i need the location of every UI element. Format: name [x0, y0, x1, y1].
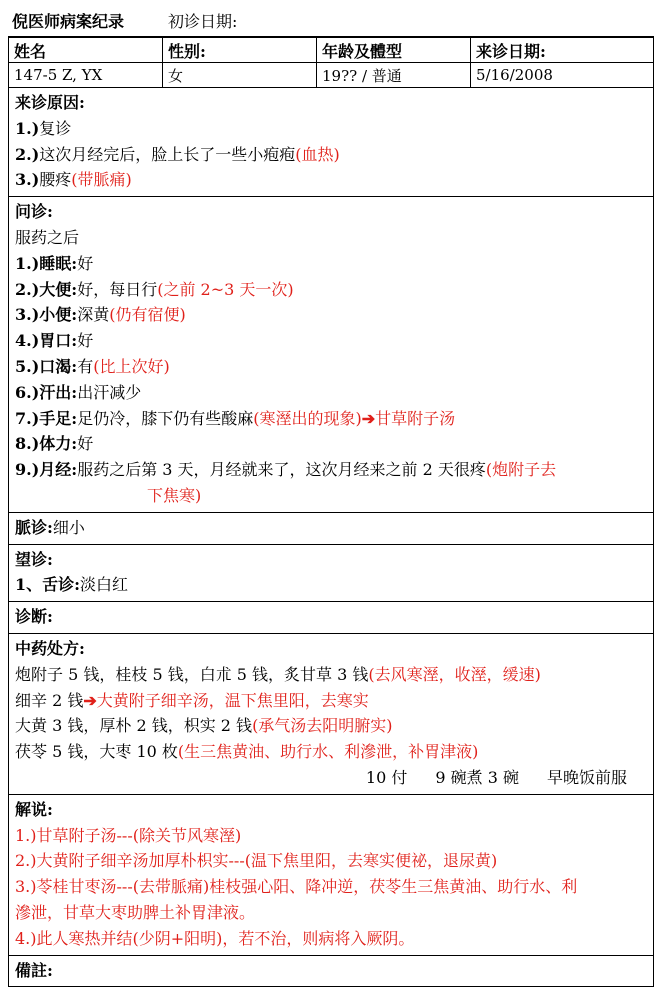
reason-num: 1.)	[15, 119, 39, 138]
inquiry-intro: 服药之后	[15, 225, 647, 251]
inquiry-label: 4.)胃口:	[15, 331, 77, 350]
prescription-note: (生三焦黄油、助行水、利滲泄，补胃津液)	[178, 742, 479, 761]
dosage-decoction: 9 碗煮 3 碗	[435, 768, 519, 787]
inquiry-note: (炮附子去	[486, 460, 556, 479]
reason-num: 2.)	[15, 145, 39, 164]
inquiry-note: (比上次好)	[93, 357, 170, 376]
inquiry-text: 好	[77, 254, 93, 273]
inquiry-text: 有	[77, 357, 93, 376]
explanation-item: 4.)此人寒热并结(少阴+阳明)，若不治，则病将入厥阴。	[15, 926, 647, 952]
prescription-text: 大黄 3 钱，厚朴 2 钱，枳实 2 钱	[15, 716, 252, 735]
inquiry-text: 好，每日行	[77, 280, 157, 299]
observe-section	[8, 545, 654, 603]
inquiry-item-thirst	[15, 354, 647, 380]
inquiry-item-energy	[15, 431, 647, 457]
inquiry-item-stool	[15, 277, 647, 303]
tongue-line	[15, 572, 647, 598]
observe-heading: 望诊:	[15, 547, 647, 573]
dosage-timing: 早晚饭前服	[547, 768, 627, 787]
patient-info-table	[8, 37, 654, 88]
inquiry-note: (仍有宿便)	[109, 305, 186, 324]
prescription-heading: 中药处方:	[15, 636, 647, 662]
reason-note: (带脈痛)	[71, 170, 132, 189]
reason-item	[15, 142, 647, 168]
reason-text: 腰疼	[39, 170, 71, 189]
dosage-line	[15, 765, 647, 791]
explanation-section	[8, 795, 654, 956]
diagnosis-section	[8, 602, 654, 634]
explanation-heading: 解说:	[15, 797, 647, 823]
gender-value: 女	[163, 63, 317, 88]
record-header	[8, 8, 654, 37]
right-arrow-icon: ➔	[83, 691, 96, 710]
reason-heading: 来诊原因:	[15, 90, 647, 116]
reason-note: (血热)	[295, 145, 340, 164]
prescription-line	[15, 739, 647, 765]
inquiry-item-sleep	[15, 251, 647, 277]
prescription-line	[15, 713, 647, 739]
prescription-section	[8, 634, 654, 795]
diagnosis-label: 诊断:	[15, 604, 647, 630]
prescription-line	[15, 688, 647, 714]
inquiry-text: 服药之后第 3 天，月经就来了，这次月经来之前 2 天很疼	[77, 460, 486, 479]
inquiry-item-urine	[15, 302, 647, 328]
inquiry-note: 甘草附子汤	[375, 409, 455, 428]
tongue-text: 淡白红	[80, 575, 128, 594]
inquiry-heading: 问诊:	[15, 199, 647, 225]
gender-header: 性别:	[163, 38, 317, 63]
medical-record-page	[8, 8, 654, 987]
inquiry-label: 6.)汗出:	[15, 383, 77, 402]
pulse-line	[15, 515, 647, 541]
reason-text: 复诊	[39, 119, 71, 138]
inquiry-label: 2.)大便:	[15, 280, 77, 299]
record-title: 倪医师病案纪录	[12, 12, 124, 31]
explanation-item: 1.)甘草附子汤---(除关节风寒溼)	[15, 823, 647, 849]
inquiry-section	[8, 197, 654, 513]
prescription-note: (承气汤去阳明腑实)	[252, 716, 393, 735]
prescription-line	[15, 662, 647, 688]
inquiry-text: 足仍冷，膝下仍有些酸麻	[77, 409, 253, 428]
inquiry-label: 9.)月经:	[15, 460, 77, 479]
dosage-count: 10 付	[366, 768, 407, 787]
patient-value-row	[9, 63, 654, 88]
age-build-header: 年龄及體型	[317, 38, 471, 63]
inquiry-item-menses	[15, 457, 647, 483]
first-visit-date-label: 初诊日期:	[168, 12, 237, 31]
reason-num: 3.)	[15, 170, 39, 189]
inquiry-item-limbs	[15, 406, 647, 432]
pulse-section	[8, 513, 654, 545]
visit-date-value: 5/16/2008	[471, 63, 654, 88]
reason-section	[8, 88, 654, 197]
patient-header-row	[9, 38, 654, 63]
tongue-label: 1、舌诊:	[15, 575, 80, 594]
reason-item	[15, 167, 647, 193]
inquiry-item-sweat	[15, 380, 647, 406]
name-header: 姓名	[9, 38, 163, 63]
inquiry-item-menses-cont	[15, 483, 647, 509]
reason-item	[15, 116, 647, 142]
inquiry-item-appetite	[15, 328, 647, 354]
age-build-value: 19?? / 普通	[317, 63, 471, 88]
notes-label: 備註:	[15, 958, 647, 984]
prescription-note: 大黄附子细辛汤，温下焦里阳，去寒实	[97, 691, 369, 710]
inquiry-label: 1.)睡眠:	[15, 254, 77, 273]
inquiry-label: 5.)口渴:	[15, 357, 77, 376]
prescription-note: (去风寒溼，收溼，缓速)	[368, 665, 541, 684]
explanation-item: 2.)大黄附子细辛汤加厚朴枳实---(温下焦里阳，去寒实便祕，退尿黄)	[15, 848, 647, 874]
inquiry-text: 好	[77, 434, 93, 453]
inquiry-note: (寒溼出的现象)	[253, 409, 362, 428]
inquiry-label: 7.)手足:	[15, 409, 77, 428]
pulse-label: 脈诊:	[15, 518, 53, 537]
inquiry-label: 8.)体力:	[15, 434, 77, 453]
inquiry-label: 3.)小便:	[15, 305, 77, 324]
explanation-item: 滲泄，甘草大枣助脾土补胃津液。	[15, 900, 647, 926]
name-value: 147-5 Z, YX	[9, 63, 163, 88]
explanation-item: 3.)苓桂甘枣汤---(去带脈痛)桂枝强心阳、降冲逆，茯苓生三焦黄油、助行水、利	[15, 874, 647, 900]
reason-text: 这次月经完后，脸上长了一些小疱疱	[39, 145, 295, 164]
prescription-text: 细辛 2 钱	[15, 691, 83, 710]
prescription-text: 茯苓 5 钱，大枣 10 枚	[15, 742, 178, 761]
pulse-text: 细小	[53, 518, 85, 537]
inquiry-note: 下焦寒)	[147, 486, 201, 505]
right-arrow-icon: ➔	[362, 409, 375, 428]
notes-section	[8, 956, 654, 987]
visit-date-header: 来诊日期:	[471, 38, 654, 63]
inquiry-text: 深黄	[77, 305, 109, 324]
inquiry-text: 出汗减少	[77, 383, 141, 402]
inquiry-text: 好	[77, 331, 93, 350]
prescription-text: 炮附子 5 钱，桂枝 5 钱，白朮 5 钱，炙甘草 3 钱	[15, 665, 368, 684]
inquiry-note: (之前 2~3 天一次)	[157, 280, 293, 299]
